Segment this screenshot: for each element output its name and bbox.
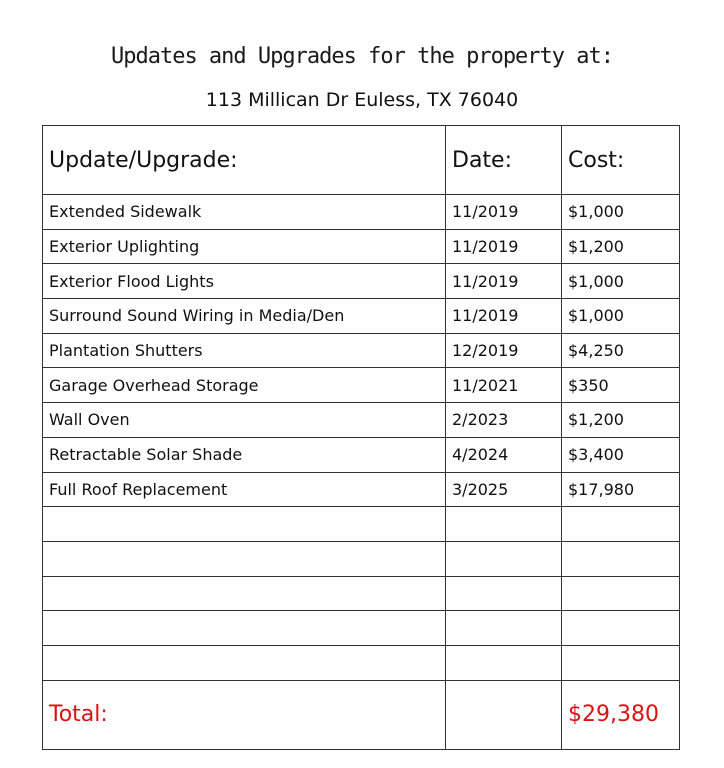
cell-cost: $3,400 — [562, 437, 680, 472]
cell-cost: $1,200 — [562, 229, 680, 264]
cell-date: 12/2019 — [446, 333, 562, 368]
document-title: Updates and Upgrades for the property at: — [110, 44, 614, 69]
table-header-row — [43, 126, 680, 195]
cell-item: Full Roof Replacement — [43, 472, 446, 507]
table-row — [43, 437, 680, 472]
header-update-upgrade: Update/Upgrade: — [43, 126, 446, 195]
cell-cost: $17,980 — [562, 472, 680, 507]
total-date-cell — [446, 680, 562, 749]
cell-date: 3/2025 — [446, 472, 562, 507]
cell-item — [43, 576, 446, 611]
cell-cost: $350 — [562, 368, 680, 403]
cell-cost — [562, 541, 680, 576]
cell-item: Surround Sound Wiring in Media/Den — [43, 299, 446, 334]
total-row — [43, 680, 680, 749]
cell-item: Extended Sidewalk — [43, 195, 446, 230]
empty-table-row — [43, 541, 680, 576]
cell-cost — [562, 507, 680, 542]
cell-cost: $1,200 — [562, 403, 680, 438]
cell-item: Exterior Flood Lights — [43, 264, 446, 299]
cell-item: Retractable Solar Shade — [43, 437, 446, 472]
empty-table-row — [43, 645, 680, 680]
cell-date: 11/2021 — [446, 368, 562, 403]
cell-cost — [562, 611, 680, 646]
cell-date: 11/2019 — [446, 264, 562, 299]
cell-date — [446, 507, 562, 542]
cell-cost: $4,250 — [562, 333, 680, 368]
header-cost: Cost: — [562, 126, 680, 195]
cell-cost — [562, 645, 680, 680]
empty-table-row — [43, 507, 680, 542]
cell-item: Exterior Uplighting — [43, 229, 446, 264]
cell-item — [43, 541, 446, 576]
table-row — [43, 229, 680, 264]
cell-date: 11/2019 — [446, 299, 562, 334]
cell-cost: $1,000 — [562, 264, 680, 299]
cell-item: Plantation Shutters — [43, 333, 446, 368]
table-row — [43, 195, 680, 230]
empty-table-row — [43, 611, 680, 646]
table-row — [43, 299, 680, 334]
cell-date — [446, 611, 562, 646]
cell-cost: $1,000 — [562, 299, 680, 334]
cell-date — [446, 541, 562, 576]
table-row — [43, 264, 680, 299]
cell-cost: $1,000 — [562, 195, 680, 230]
empty-table-row — [43, 576, 680, 611]
cell-date: 11/2019 — [446, 195, 562, 230]
table-row — [43, 368, 680, 403]
cell-item: Wall Oven — [43, 403, 446, 438]
table-row — [43, 472, 680, 507]
cell-item — [43, 507, 446, 542]
total-value: $29,380 — [562, 680, 680, 749]
cell-item: Garage Overhead Storage — [43, 368, 446, 403]
cell-date — [446, 645, 562, 680]
total-label: Total: — [43, 680, 446, 749]
cell-item — [43, 645, 446, 680]
upgrades-table — [42, 125, 680, 750]
table-row — [43, 403, 680, 438]
cell-date: 11/2019 — [446, 229, 562, 264]
cell-cost — [562, 576, 680, 611]
header-date: Date: — [446, 126, 562, 195]
property-address: 113 Millican Dr Euless, TX 76040 — [205, 89, 519, 111]
cell-date — [446, 576, 562, 611]
cell-date: 4/2024 — [446, 437, 562, 472]
cell-date: 2/2023 — [446, 403, 562, 438]
cell-item — [43, 611, 446, 646]
table-row — [43, 333, 680, 368]
